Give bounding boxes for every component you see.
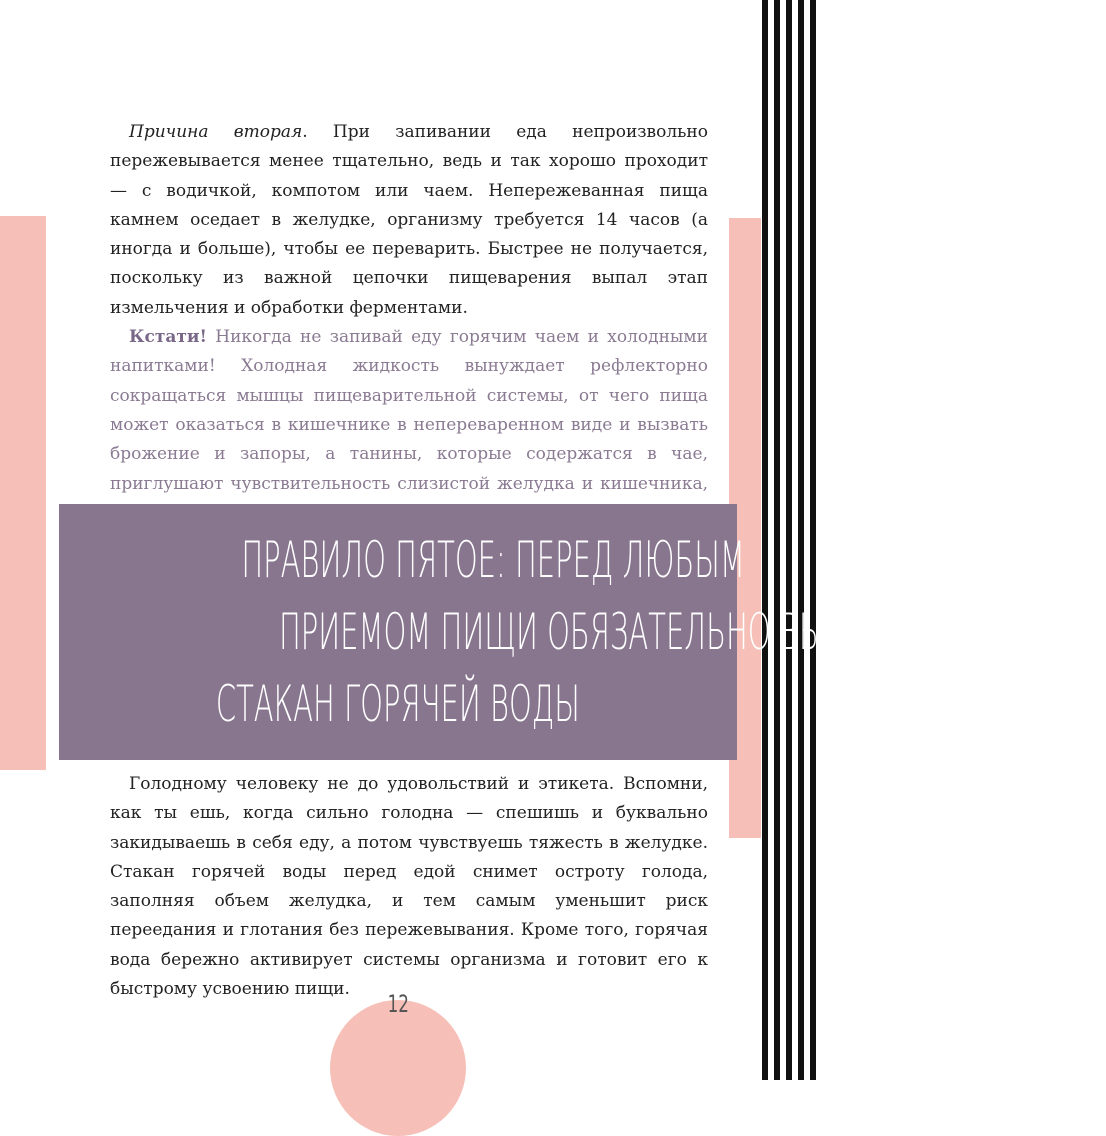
stripe (798, 0, 804, 1080)
stripe (810, 0, 816, 1080)
banner-line-3: СТАКАН ГОРЯЧЕЙ ВОДЫ (215, 675, 581, 733)
stripe (774, 0, 780, 1080)
banner-line-1: ПРАВИЛО ПЯТОЕ: ПЕРЕД ЛЮБЫМ (241, 531, 745, 589)
tip-text: Никогда не запивай еду горячим чаем и холодными напитками! Холодная жидкость вынуждает рефлекторно сокращаться мышцы пищеварительной системы, от чего пища может оказаться в кишечнике в непереваренном виде и вызвать брожение и запоры, а танины, которые содержатся в чае, приглушают чувствительность слизистой желудка и кишечника, (110, 327, 708, 494)
reason-two-text: . При запивании еда непроизвольно пережевывается менее тщательно, ведь и так хорошо проходит — с водичкой, компотом или чаем. Непережеванная пища камнем оседает в желудке, организму требуется 14 часов (а иногда и больше), чтобы ее переварить. Быстрее не получается, поскольку из важной цепочки пищеварения выпал этап измельчения и обработки ферментами. (110, 122, 708, 318)
banner-line-2: ПРИЕМОМ ПИЩИ ОБЯЗАТЕЛЬНО ВЫПЕЙ (278, 603, 887, 661)
stripe (762, 0, 768, 1080)
bottom-text-block (110, 770, 708, 1004)
decorative-stripes (761, 0, 820, 1080)
page-number-semicircle (330, 1000, 466, 1136)
reason-two-lead: Причина вторая (129, 122, 303, 142)
paragraph-reason-two (110, 118, 708, 323)
left-pink-bar (0, 216, 46, 770)
page-number: 12 (387, 990, 409, 1018)
paragraph-hungry: Голодному человеку не до удовольствий и этикета. Вспомни, как ты ешь, когда сильно голодна — спешишь и буквально закидываешь в себя еду, а потом чувствуешь тяжесть в желудке. Стакан горячей воды перед едой снимет остроту голода, заполняя объем желудка, и тем самым уменьшит риск переедания и глотания без пережевывания. Кроме того, горячая вода бережно активирует системы организма и готовит его к быстрому усвоению пищи. (110, 774, 708, 1000)
rule-banner (59, 504, 887, 760)
top-text-block (110, 118, 708, 557)
stripe (786, 0, 792, 1080)
tip-lead: Кстати! (129, 327, 207, 348)
